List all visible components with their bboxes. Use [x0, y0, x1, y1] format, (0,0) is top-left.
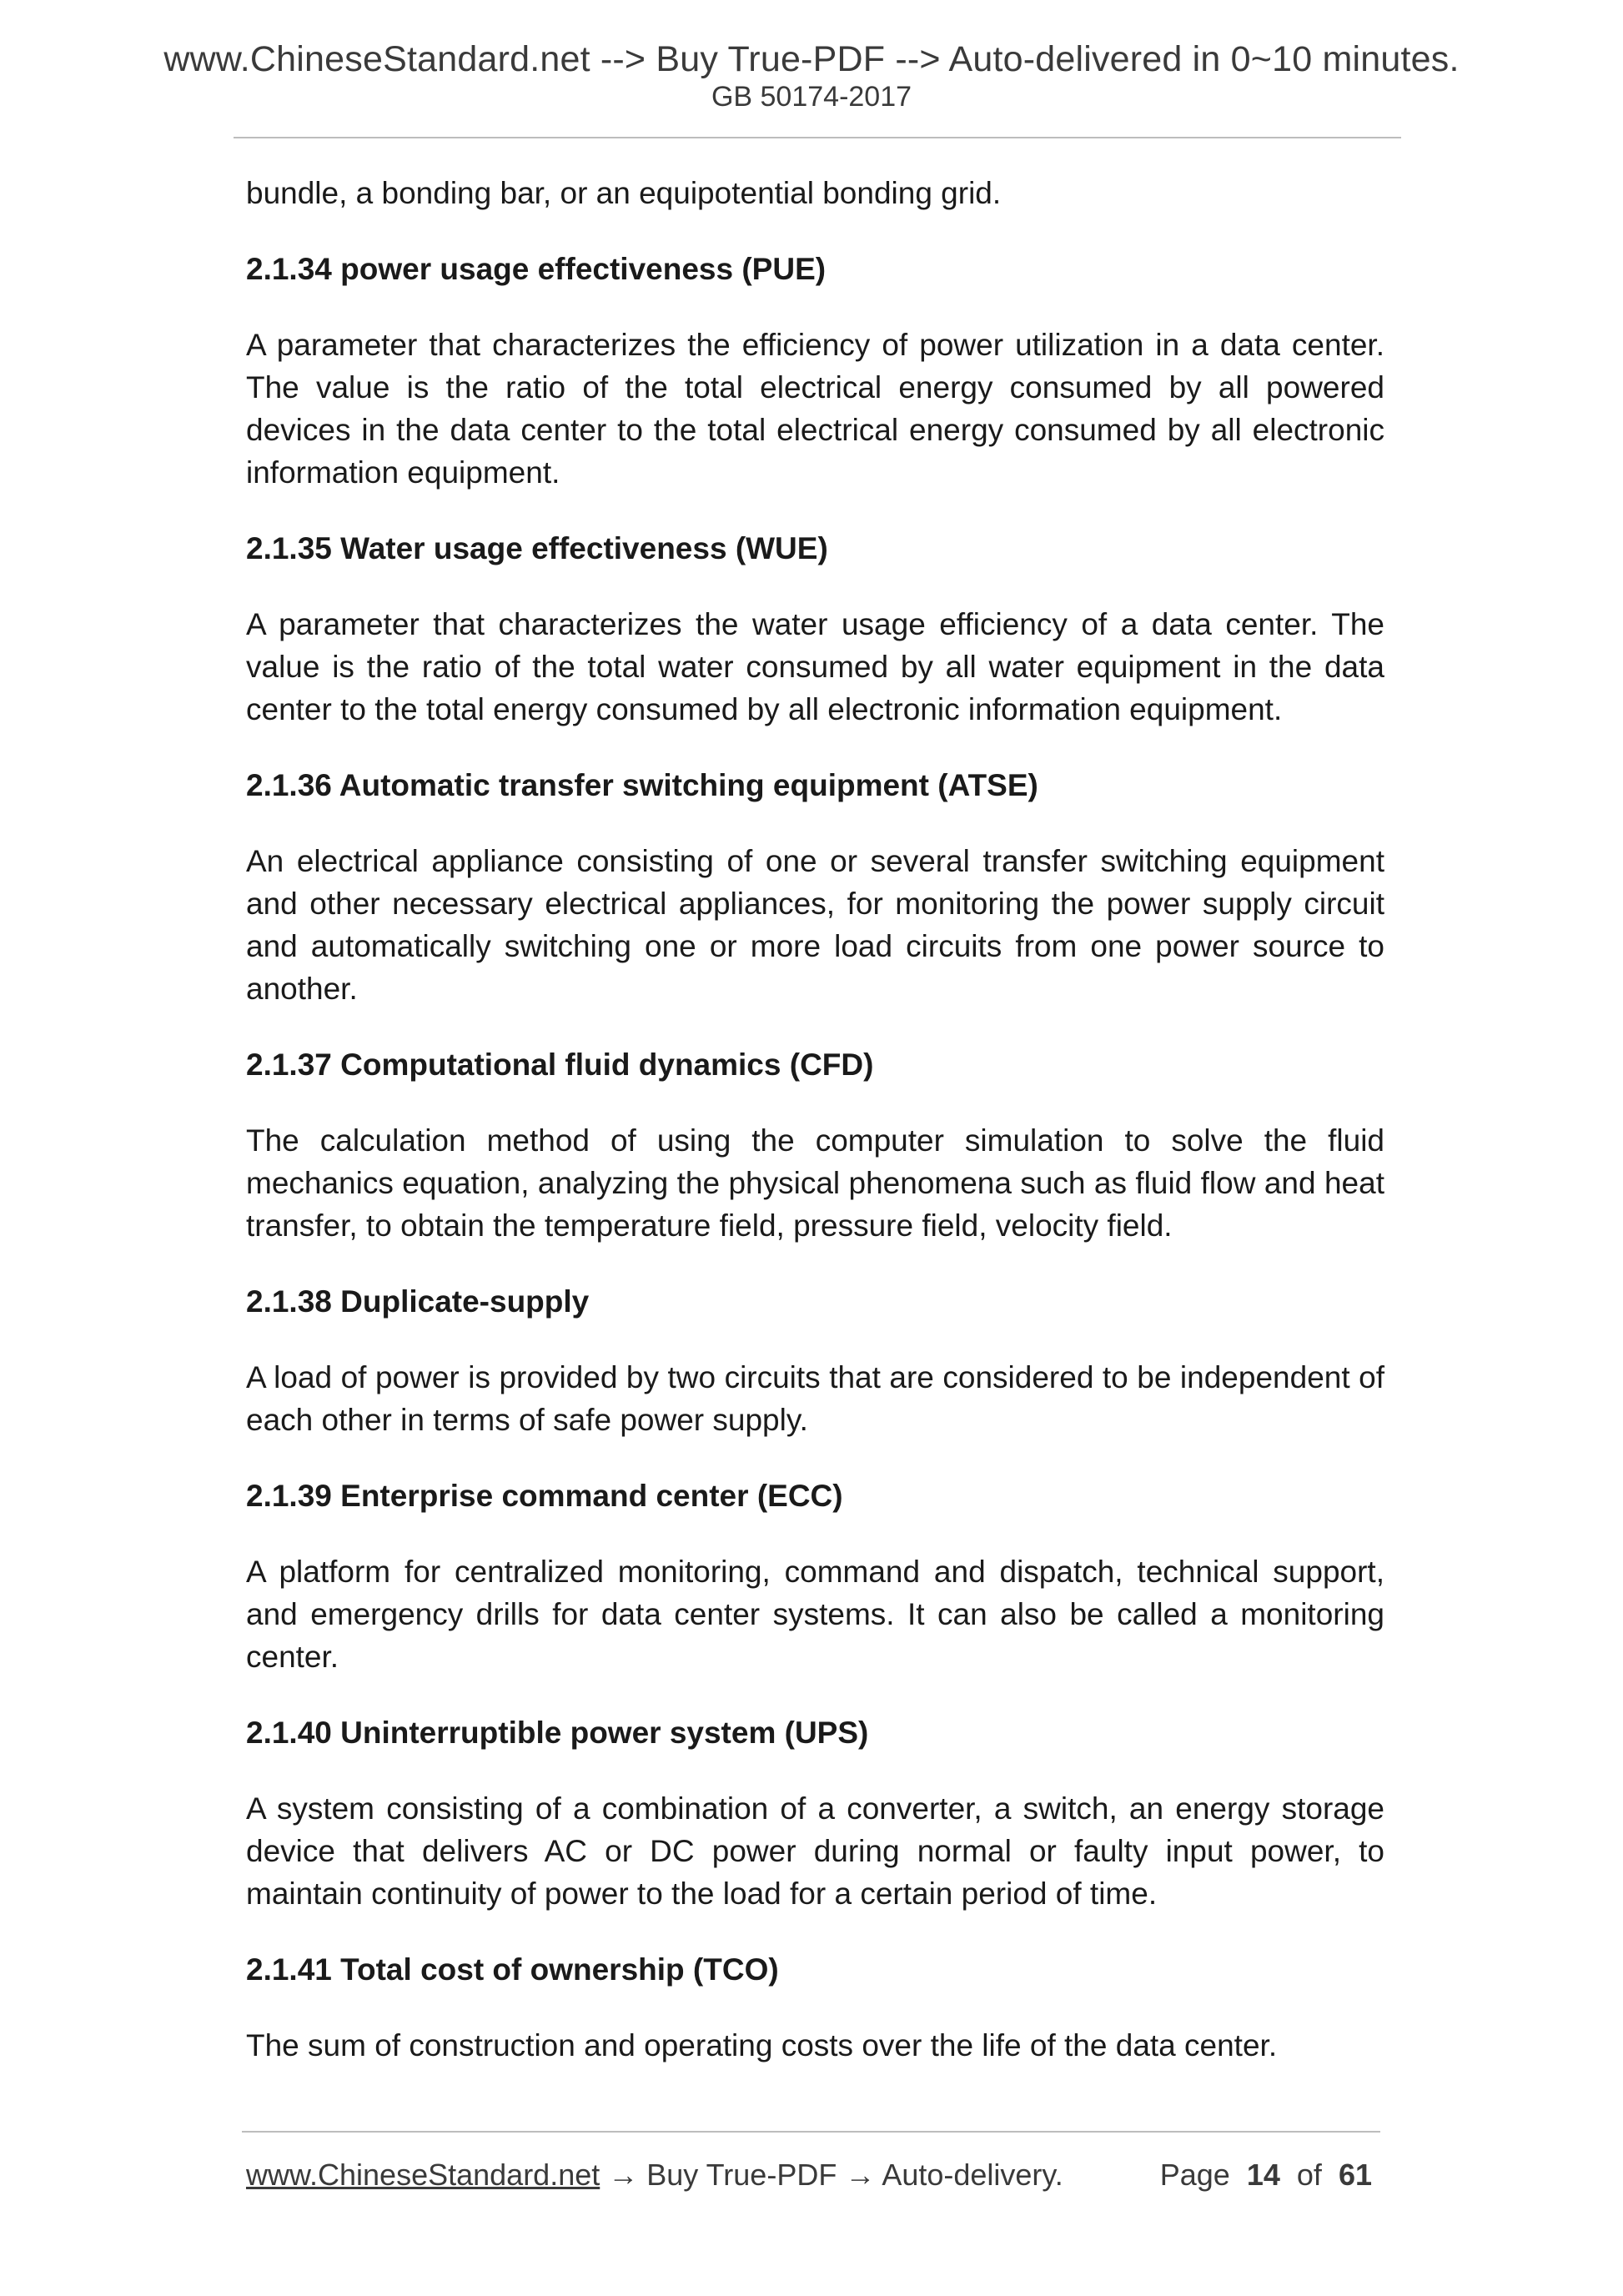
term-definition: The sum of construction and operating costs over the life of the data center.: [246, 2028, 1278, 2062]
term-heading: 2.1.40 Uninterruptible power system (UPS): [246, 1716, 869, 1750]
document-body: [246, 172, 1384, 2100]
term-heading: 2.1.38 Duplicate-supply: [246, 1284, 590, 1319]
term-heading: 2.1.35 Water usage effectiveness (WUE): [246, 531, 828, 565]
intro-text: bundle, a bonding bar, or an equipotential bonding grid.: [246, 176, 1002, 210]
footer-site-link[interactable]: www.ChineseStandard.net: [246, 2158, 600, 2192]
footer-delivery-line: [246, 2154, 1063, 2196]
header-divider: [234, 137, 1401, 138]
term-definition: A parameter that characterizes the water usage efficiency of a data center. The value is the ratio of the total water consumed by all water equipment in the data center to the total energy consumed by all electronic information equipment.: [246, 607, 1384, 726]
term-heading: 2.1.39 Enterprise command center (ECC): [246, 1479, 843, 1513]
entry-2-1-35: [246, 527, 1384, 731]
of-label: of: [1296, 2158, 1322, 2192]
entry-2-1-37: [246, 1043, 1384, 1247]
entry-2-1-40: [246, 1711, 1384, 1915]
footer-divider: [242, 2131, 1380, 2133]
page-indicator: [1160, 2154, 1372, 2196]
term-definition: A system consisting of a combination of a converter, a switch, an energy storage device that delivers AC or DC power during normal or faulty input power, to maintain continuity of power to the load for a certain period of time.: [246, 1791, 1384, 1911]
term-definition: A platform for centralized monitoring, command and dispatch, technical support, and emergency drills for data center systems. It can also be called a monitoring center.: [246, 1555, 1384, 1674]
term-heading: 2.1.36 Automatic transfer switching equipment (ATSE): [246, 768, 1038, 802]
term-definition: An electrical appliance consisting of one or several transfer switching equipment and other necessary electrical appliances, for monitoring the power supply circuit and automatically switching one or more load circuits from one power source to another.: [246, 844, 1384, 1006]
standard-code: GB 50174-2017: [711, 81, 912, 113]
term-heading: 2.1.34 power usage effectiveness (PUE): [246, 252, 827, 286]
term-heading: 2.1.37 Computational fluid dynamics (CFD): [246, 1048, 874, 1082]
page-label: Page: [1159, 2158, 1230, 2192]
term-definition: A parameter that characterizes the efficiency of power utilization in a data center. The value is the ratio of the total electrical energy consumed by all powered devices in the data center to the total electrical energy consumed by all electronic information equipment.: [246, 328, 1384, 490]
term-definition: The calculation method of using the computer simulation to solve the fluid mechanics equation, analyzing the physical phenomena such as fluid flow and heat transfer, to obtain the temperature field, pressure field, velocity field.: [246, 1123, 1384, 1243]
term-definition: A load of power is provided by two circuits that are considered to be independent of each other in terms of safe power supply.: [246, 1360, 1384, 1437]
entry-2-1-36: [246, 764, 1384, 1010]
entry-2-1-41: [246, 1948, 1384, 2067]
entry-2-1-39: [246, 1475, 1384, 1678]
entry-2-1-38: [246, 1280, 1384, 1441]
entry-2-1-34: [246, 248, 1384, 494]
term-heading: 2.1.41 Total cost of ownership (TCO): [246, 1952, 779, 1987]
page-number: 14: [1246, 2158, 1280, 2192]
header-banner: www.ChineseStandard.net --> Buy True-PDF --> Auto-delivered in 0~10 minutes.: [163, 39, 1460, 79]
page-footer: [246, 2154, 1384, 2196]
footer-delivery-text: → Buy True-PDF → Auto-delivery.: [600, 2158, 1063, 2192]
page-total: 61: [1338, 2158, 1372, 2192]
